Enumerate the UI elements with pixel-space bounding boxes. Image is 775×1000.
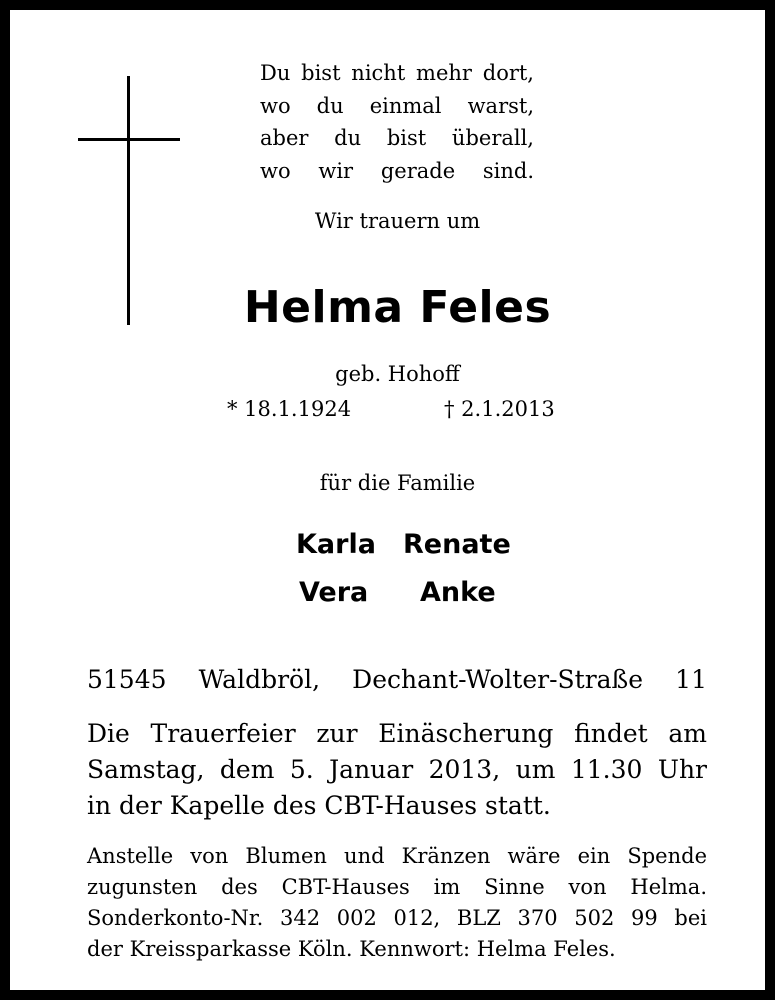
address	[87, 665, 707, 694]
family-member: Anke	[420, 577, 496, 608]
donation-notice	[87, 841, 707, 965]
family-member: Vera	[299, 577, 369, 608]
poem-line: wo wir gerade sind.	[260, 158, 534, 183]
family-member: Karla	[296, 529, 376, 560]
donation-line: Sonderkonto-Nr. 342 002 012, BLZ 370 502 99 bei	[87, 906, 707, 930]
death-date: † 2.1.2013	[444, 397, 555, 421]
street: Dechant-Wolter-Straße	[352, 665, 644, 694]
family-intro: für die Familie	[319, 471, 476, 495]
cross-icon-bar	[78, 138, 180, 141]
poem	[260, 57, 534, 187]
maiden-name: geb. Hohoff	[335, 362, 460, 386]
birth-date: * 18.1.1924	[227, 397, 352, 421]
ceremony-notice	[87, 716, 707, 824]
mourning-intro: Wir trauern um	[314, 209, 481, 233]
city: Waldbröl,	[198, 665, 321, 694]
poem-line: Du bist nicht mehr dort,	[260, 61, 534, 85]
family-member: Renate	[403, 529, 511, 560]
donation-line: zugunsten des CBT-Hauses im Sinne von Helma.	[87, 875, 707, 899]
ceremony-line: in der Kapelle des CBT-Hauses statt.	[87, 791, 551, 820]
poem-line: aber du bist überall,	[260, 126, 534, 150]
donation-line: Anstelle von Blumen und Kränzen wäre ein Spende	[87, 844, 707, 868]
deceased-name: Helma Feles	[243, 282, 552, 333]
ceremony-line: Samstag, dem 5. Januar 2013, um 11.30 Uhr	[87, 755, 707, 784]
poem-line: wo du einmal warst,	[260, 93, 534, 118]
postal-code: 51545	[87, 665, 167, 694]
donation-line: der Kreissparkasse Köln. Kennwort: Helma Feles.	[87, 937, 616, 961]
house-number: 11	[675, 665, 707, 694]
ceremony-line: Die Trauerfeier zur Einäscherung findet am	[87, 719, 707, 748]
